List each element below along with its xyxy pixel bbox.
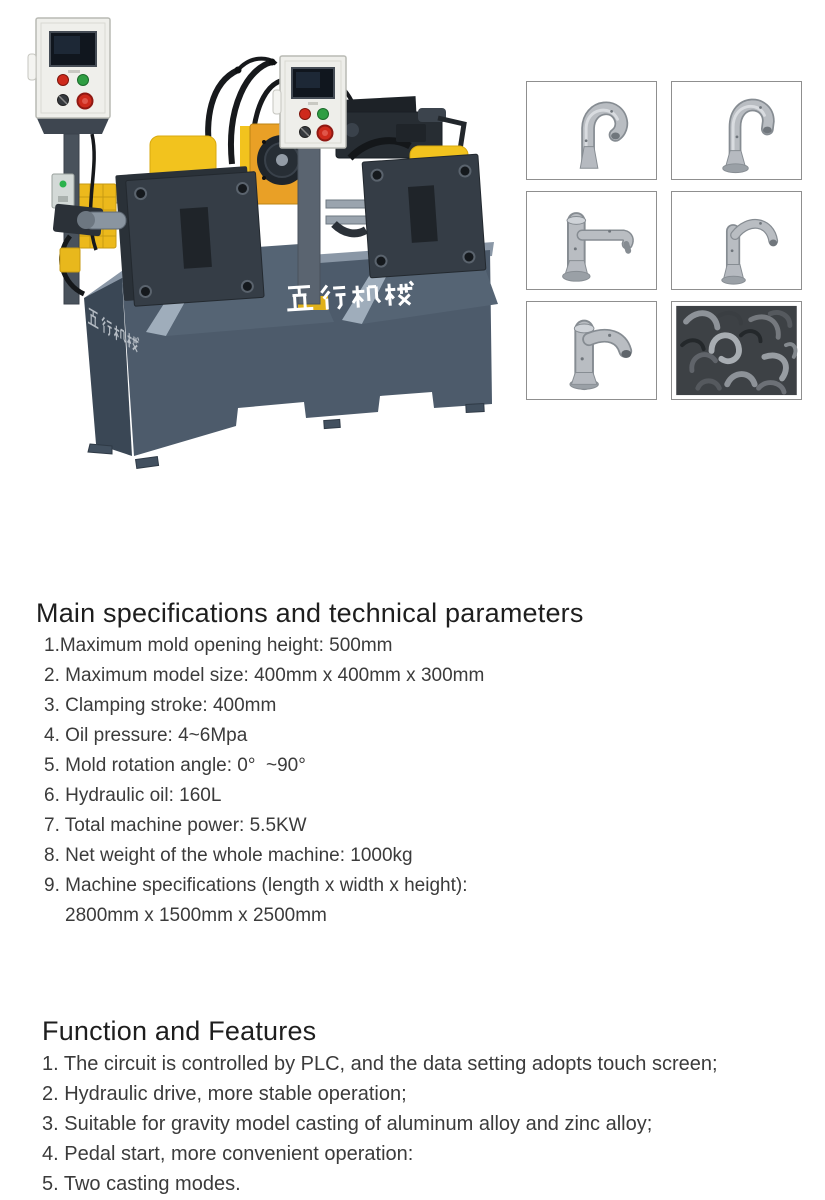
specs-list (44, 631, 484, 931)
gallery-item-4 (671, 191, 802, 290)
spec-item: 4. Oil pressure: 4~6Mpa (44, 725, 248, 746)
spec-item: 2. Maximum model size: 400mm x 400mm x 300mm (44, 665, 485, 686)
gooseneck-faucet-2-icon (672, 82, 801, 179)
spec-item-continuation: 2800mm x 1500mm x 2500mm (65, 905, 327, 926)
angled-spout-faucet-icon (527, 302, 656, 399)
gooseneck-faucet-1-icon (527, 82, 656, 179)
spec-item: 8. Net weight of the whole machine: 1000kg (44, 845, 413, 866)
specs-title: Main specifications and technical parameters (36, 598, 584, 629)
machine-illustration (0, 0, 520, 490)
spec-item: 5. Mold rotation angle: 0° ~90° (44, 755, 306, 776)
red-button-icon (300, 109, 311, 120)
control-panel-right (273, 56, 346, 148)
gallery-item-1 (526, 81, 657, 180)
gallery-item-5 (526, 301, 657, 400)
straight-spout-faucet-icon (527, 192, 656, 289)
feature-item: 5. Two casting modes. (42, 1173, 241, 1195)
gallery-item-6 (671, 301, 802, 400)
curved-spout-faucet-icon (672, 192, 801, 289)
spec-item: 7. Total machine power: 5.5KW (44, 815, 307, 836)
gallery-item-2 (671, 81, 802, 180)
feature-item: 3. Suitable for gravity model casting of aluminum alloy and zinc alloy; (42, 1113, 653, 1135)
spec-item: 1.Maximum mold opening height: 500mm (44, 635, 393, 656)
gallery-item-3 (526, 191, 657, 290)
feature-item: 2. Hydraulic drive, more stable operation; (42, 1083, 407, 1105)
green-button-icon (318, 109, 329, 120)
features-list (42, 1049, 718, 1199)
casting-samples-gallery (526, 81, 802, 400)
red-button-icon (58, 75, 69, 86)
castings-pile-photo-icon (672, 302, 801, 399)
features-title: Function and Features (42, 1016, 317, 1047)
feature-item: 1. The circuit is controlled by PLC, and the data setting adopts touch screen; (42, 1053, 718, 1075)
spec-item: 3. Clamping stroke: 400mm (44, 695, 277, 716)
mold-plate-left (115, 166, 264, 307)
spec-item: 6. Hydraulic oil: 160L (44, 785, 222, 806)
feature-item: 4. Pedal start, more convenient operation: (42, 1143, 414, 1165)
green-button-icon (78, 75, 89, 86)
mold-plate-right (362, 154, 486, 278)
machine-photo (0, 0, 520, 490)
spec-item: 9. Machine specifications (length x width x height): (44, 875, 468, 896)
